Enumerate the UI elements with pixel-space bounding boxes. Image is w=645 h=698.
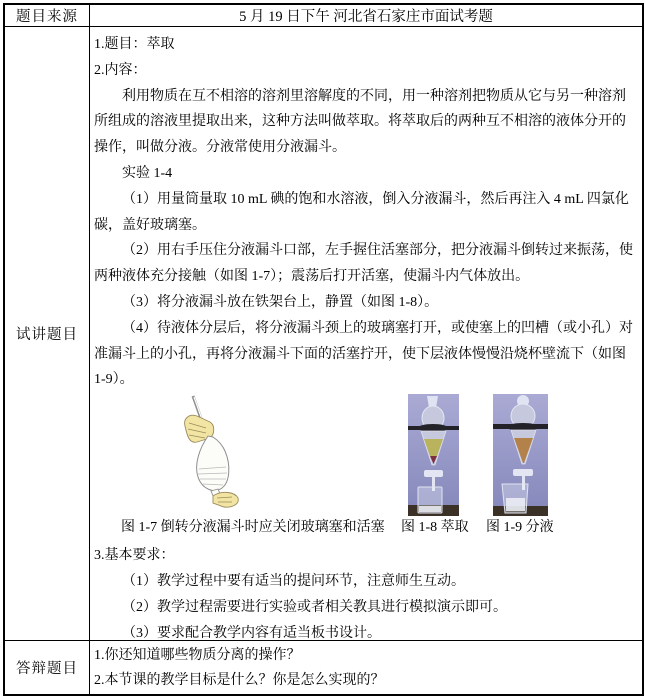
trial-content-label: 2.内容：	[94, 62, 147, 78]
beaker-liquid	[506, 498, 525, 511]
trial-row-label	[5, 27, 90, 641]
figure-1-7-caption: 图 1-7 倒转分液漏斗时应关闭玻璃塞和活塞	[121, 520, 385, 536]
figure-1-8-caption: 图 1-8 萃取	[401, 520, 469, 536]
question-table	[3, 3, 644, 696]
source-value-text: 5 月 19 日下午 河北省石家庄市面试考题	[239, 9, 493, 25]
extraction-photo	[408, 394, 459, 516]
defense-question: 1.你还知道哪些物质分离的操作？	[94, 648, 301, 663]
beaker-liquid	[419, 506, 441, 512]
source-label-text: 题目来源	[16, 9, 78, 25]
figure-1-9-caption: 图 1-9 分液	[486, 520, 554, 536]
requirement-item: （2）教学过程需要进行实验或者相关教具进行模拟演示即可。	[122, 599, 507, 615]
trial-row-content	[90, 27, 642, 641]
requirement-item: （3）要求配合教学内容有适当板书设计。	[122, 625, 381, 641]
stopcock	[424, 470, 443, 477]
source-row-value	[90, 5, 642, 27]
defense-label-text: 答辩题目	[16, 661, 78, 677]
figure-block	[94, 393, 637, 543]
content-paragraph: （2）用右手压住分液漏斗口部，左手握住活塞部分，把分液漏斗倒转过来振荡，使两种液体充分接触（如图 1-7）；震荡后打开活塞，使漏斗内气体放出。	[94, 243, 633, 285]
requirements-label: 3.基本要求：	[94, 548, 175, 564]
defense-question: 2.本节课的教学目标是什么？你是怎么实现的？	[94, 673, 385, 688]
trial-label-text: 试讲题目	[16, 327, 78, 343]
content-paragraph: （4）待液体分层后，将分液漏斗颈上的玻璃塞打开，或使塞上的凹槽（或小孔）对准漏斗上的小孔，再将分液漏斗下面的活塞拧开，使下层液体慢慢沿烧杯壁流下（如图 1-9）。	[94, 320, 633, 388]
defense-row-content	[90, 641, 642, 694]
content-paragraph: 利用物质在互不相溶的溶剂里溶解度的不同，用一种溶剂把物质从它与另一种溶剂所组成的溶液里提取出来，这种方法叫做萃取。将萃取后的两种互不相溶的液体分开的操作，叫做分液。分液常使用分液漏斗。	[94, 88, 626, 156]
funnel-body	[197, 436, 229, 491]
content-paragraph: 实验 1-4	[122, 165, 173, 181]
requirement-item: （1）教学过程中要有适当的提问环节，注意师生互动。	[122, 573, 465, 589]
separating-funnel-drawing	[182, 395, 240, 509]
source-row-label	[5, 5, 90, 27]
lower-hand	[213, 493, 238, 508]
content-paragraph: （1）用量筒量取 10 mL 碘的饱和水溶液，倒入分液漏斗，然后再注入 4 mL 四氯化碳，盖好玻璃塞。	[94, 191, 629, 233]
content-paragraph: （3）将分液漏斗放在铁架台上，静置（如图 1-8）。	[122, 294, 439, 310]
separation-photo	[493, 394, 548, 516]
stopcock	[513, 469, 533, 476]
defense-row-label	[5, 641, 90, 694]
trial-title-line: 1.题目：萃取	[94, 37, 175, 52]
